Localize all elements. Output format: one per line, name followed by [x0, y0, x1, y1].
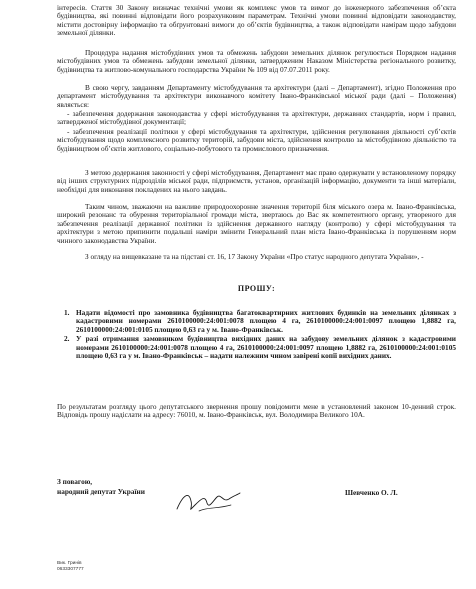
- request-item-1: [57, 309, 456, 334]
- signature-regards: З повагою,: [57, 477, 93, 486]
- paragraph-department-rights: З метою додержання законності у сфері містобудування, Департамент має право одержувати у встановленому порядку від інших структурних підрозділів міської ради, підприємств, установ, організацій інформацію, документи та інші матеріали, необхідні для виконання покладених на нього завдань.: [57, 168, 456, 194]
- paragraph-procedure: Процедура надання містобудівних умов та обмежень забудови земельних ділянок регулюється Порядком надання містобудівних умов та обмежень забудови земельної ділянки, затвердженим Наказом Міністерства регіонального розвитку, будівництва та житлово-комунального господарства України № 109 від 07.07.2011 року.: [57, 48, 456, 74]
- request-heading: ПРОШУ:: [237, 284, 276, 293]
- request-number: 2.: [64, 334, 70, 344]
- executor-info: [57, 561, 84, 573]
- paragraph-appeal: Таким чином, зважаючи на важливе природоохоронне значення території біля міського озера м. Івано-Франківська, широкий резонанс та обурення територіальної громади міста, звертаюсь до Вас як компетентного органу, утвореного для забезпечення реалізації державної політики із здійснення державного нагляду (контролю) у сфері містобудування та архітектури з метою припинити подальші наміри змінити Генеральний план міста Івано-Франківська із порушенням норм чинного законодавства України.: [57, 202, 456, 245]
- request-item-2: [57, 335, 456, 360]
- handwritten-signature: [173, 487, 243, 517]
- paragraph-task-policy: - забезпечення реалізації політики у сфері містобудування та архітектури, здійснення регулювання діяльності суб’єктів містобудування щодо комплексного розвитку територій, забудови міста, здійснення контролю за містобудівною діяльністю та будівництвом об’єктів житлового, соціально-побутового та промислового призначення.: [57, 127, 456, 153]
- request-list: [57, 309, 456, 362]
- request-number: 1.: [64, 308, 70, 317]
- executor-phone: 0633307777: [57, 567, 84, 572]
- signature-name: Шевченко О. Л.: [345, 488, 398, 497]
- signature-position: народний депутат України: [57, 487, 145, 496]
- paragraph-department-tasks: В свою чергу, завданням Департаменту містобудування та архітектури (далі – Департамент), згідно Положення про департамент містобудування та архітектури виконавчого комітету Івано-Франківської міської ради (далі – Положення) являється:: [57, 83, 456, 109]
- request-text: Надати відомості про замовника будівництва багатоквартирних житлових будинків на земельних ділянках з кадастровими номерами 2610100000:24:001:0078 площею 4 га, 2610100000:24:001:0097 площею 1,8882 га, 2610100000:24:001:0105 площею 0,63 га у м. Івано-Франківськ.: [76, 308, 456, 334]
- request-text: У разі отримання замовником будівництва вихідних даних на забудову земельних ділянок з кадастровими номерами 2610100000:24:001:0078 площею 4 га, 2610100000:24:001:0097 площею 1,8882 га, 2610100000:24:001:0105 площею 0,63 га у м. Івано-Франківськ – надати належним чином завірені копії вихідних даних.: [76, 334, 456, 361]
- executor-name: Вик. Гринів: [57, 561, 82, 566]
- paragraph-technical-conditions: інтересів. Стаття 30 Закону визначає технічні умови як комплекс умов та вимог до інженерного забезпечення об’єкта будівництва, які повинні відповідати його розрахунковим параметрам. Технічні умови повинні відповідати законодавству, містити достовірну інформацію та обґрунтовані вимоги до об’єктів будівництва, а також відповідати намірам щодо забудови земельної ділянки.: [57, 3, 456, 38]
- paragraph-task-compliance: - забезпечення додержання законодавства у сфері містобудування та архітектури, державних стандартів, норм і правил, затвердженої містобудівної документації;: [57, 109, 456, 127]
- paragraph-legal-basis: З огляду на вищевказане та на підставі ст. 16, 17 Закону України «Про статус народного депутата України», -: [85, 252, 424, 261]
- paragraph-closing-text: По результатам розгляду цього депутатського звернення прошу повідомити мене в установлений законом 10-денний строк. Відповідь прошу надіслати на адресу: 76010, м. Івано-Франківськ, вул. Володимира Великого 10А.: [57, 402, 456, 420]
